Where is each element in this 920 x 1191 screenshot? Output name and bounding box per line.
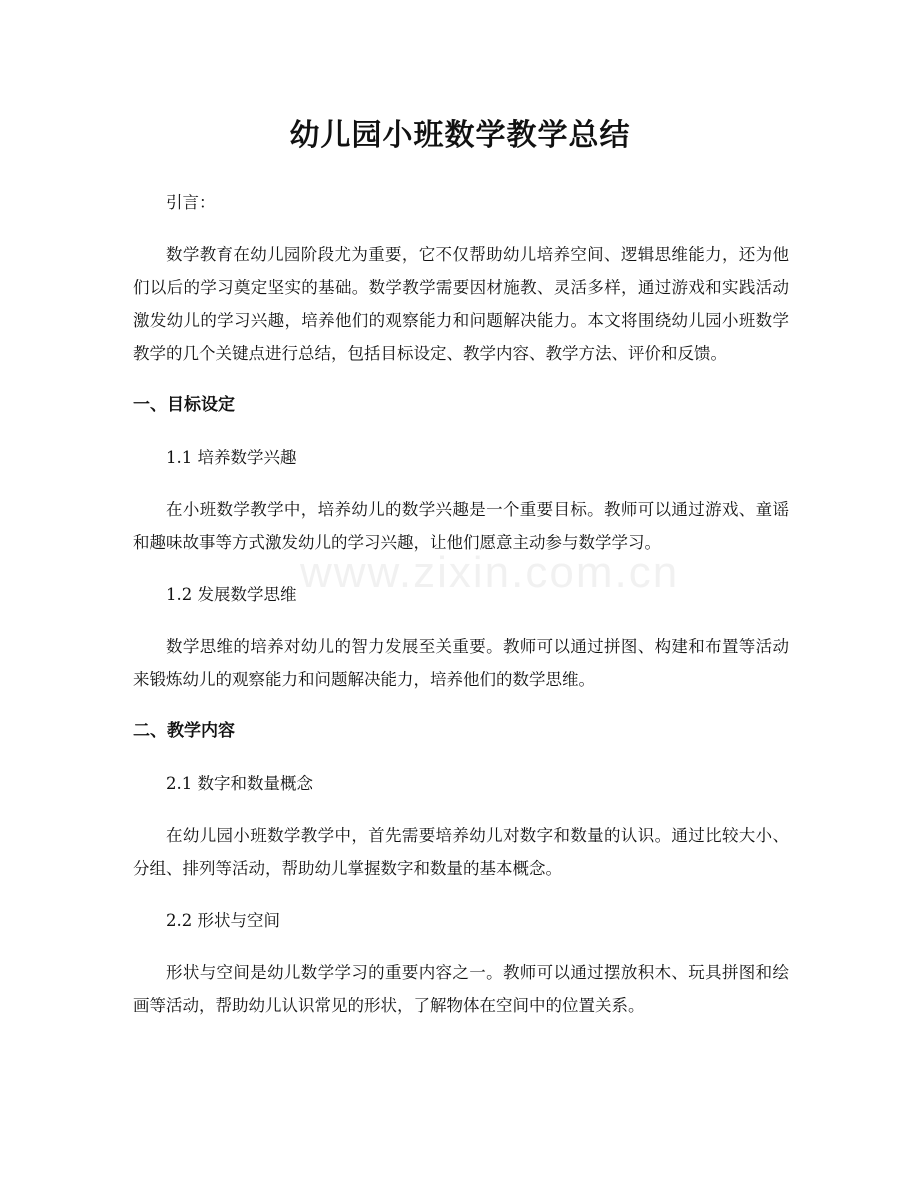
- subsection-heading-2-1: 2.1 数字和数量概念: [166, 774, 313, 793]
- intro-label: 引言：: [166, 193, 216, 212]
- subsection-heading-2-2: 2.2 形状与空间: [166, 911, 280, 930]
- section-heading-goals: 一、目标设定: [133, 395, 235, 415]
- subsection-paragraph-2-2: 形状与空间是幼儿数学学习的重要内容之一。教师可以通过摆放积木、玩具拼图和绘画等活动，帮助幼儿认识常见的形状，了解物体在空间中的位置关系。: [133, 963, 789, 1015]
- page-title: 幼儿园小班数学教学总结: [289, 118, 631, 153]
- watermark: www.zixin.com.cn: [300, 548, 680, 597]
- intro-paragraph: 数学教育在幼儿园阶段尤为重要，它不仅帮助幼儿培养空间、逻辑思维能力，还为他们以后的学习奠定坚实的基础。数学教学需要因材施教、灵活多样，通过游戏和实践活动激发幼儿的学习兴趣，培养他们的观察能力和问题解决能力。本文将围绕幼儿园小班数学教学的几个关键点进行总结，包括目标设定、教学内容、教学方法、评价和反馈。: [133, 245, 789, 363]
- subsection-heading-1-1: 1.1 培养数学兴趣: [166, 448, 297, 467]
- document-body: [133, 186, 789, 1041]
- subsection-paragraph-2-1: 在幼儿园小班数学教学中，首先需要培养幼儿对数字和数量的认识。通过比较大小、分组、排列等活动，帮助幼儿掌握数字和数量的基本概念。: [133, 826, 789, 878]
- subsection-heading-1-2: 1.2 发展数学思维: [166, 585, 297, 604]
- subsection-paragraph-1-1: 在小班数学教学中，培养幼儿的数学兴趣是一个重要目标。教师可以通过游戏、童谣和趣味故事等方式激发幼儿的学习兴趣，让他们愿意主动参与数学学习。: [133, 500, 789, 552]
- subsection-paragraph-1-2: 数学思维的培养对幼儿的智力发展至关重要。教师可以通过拼图、构建和布置等活动来锻炼幼儿的观察能力和问题解决能力，培养他们的数学思维。: [133, 637, 789, 689]
- section-heading-content: 二、教学内容: [133, 721, 235, 741]
